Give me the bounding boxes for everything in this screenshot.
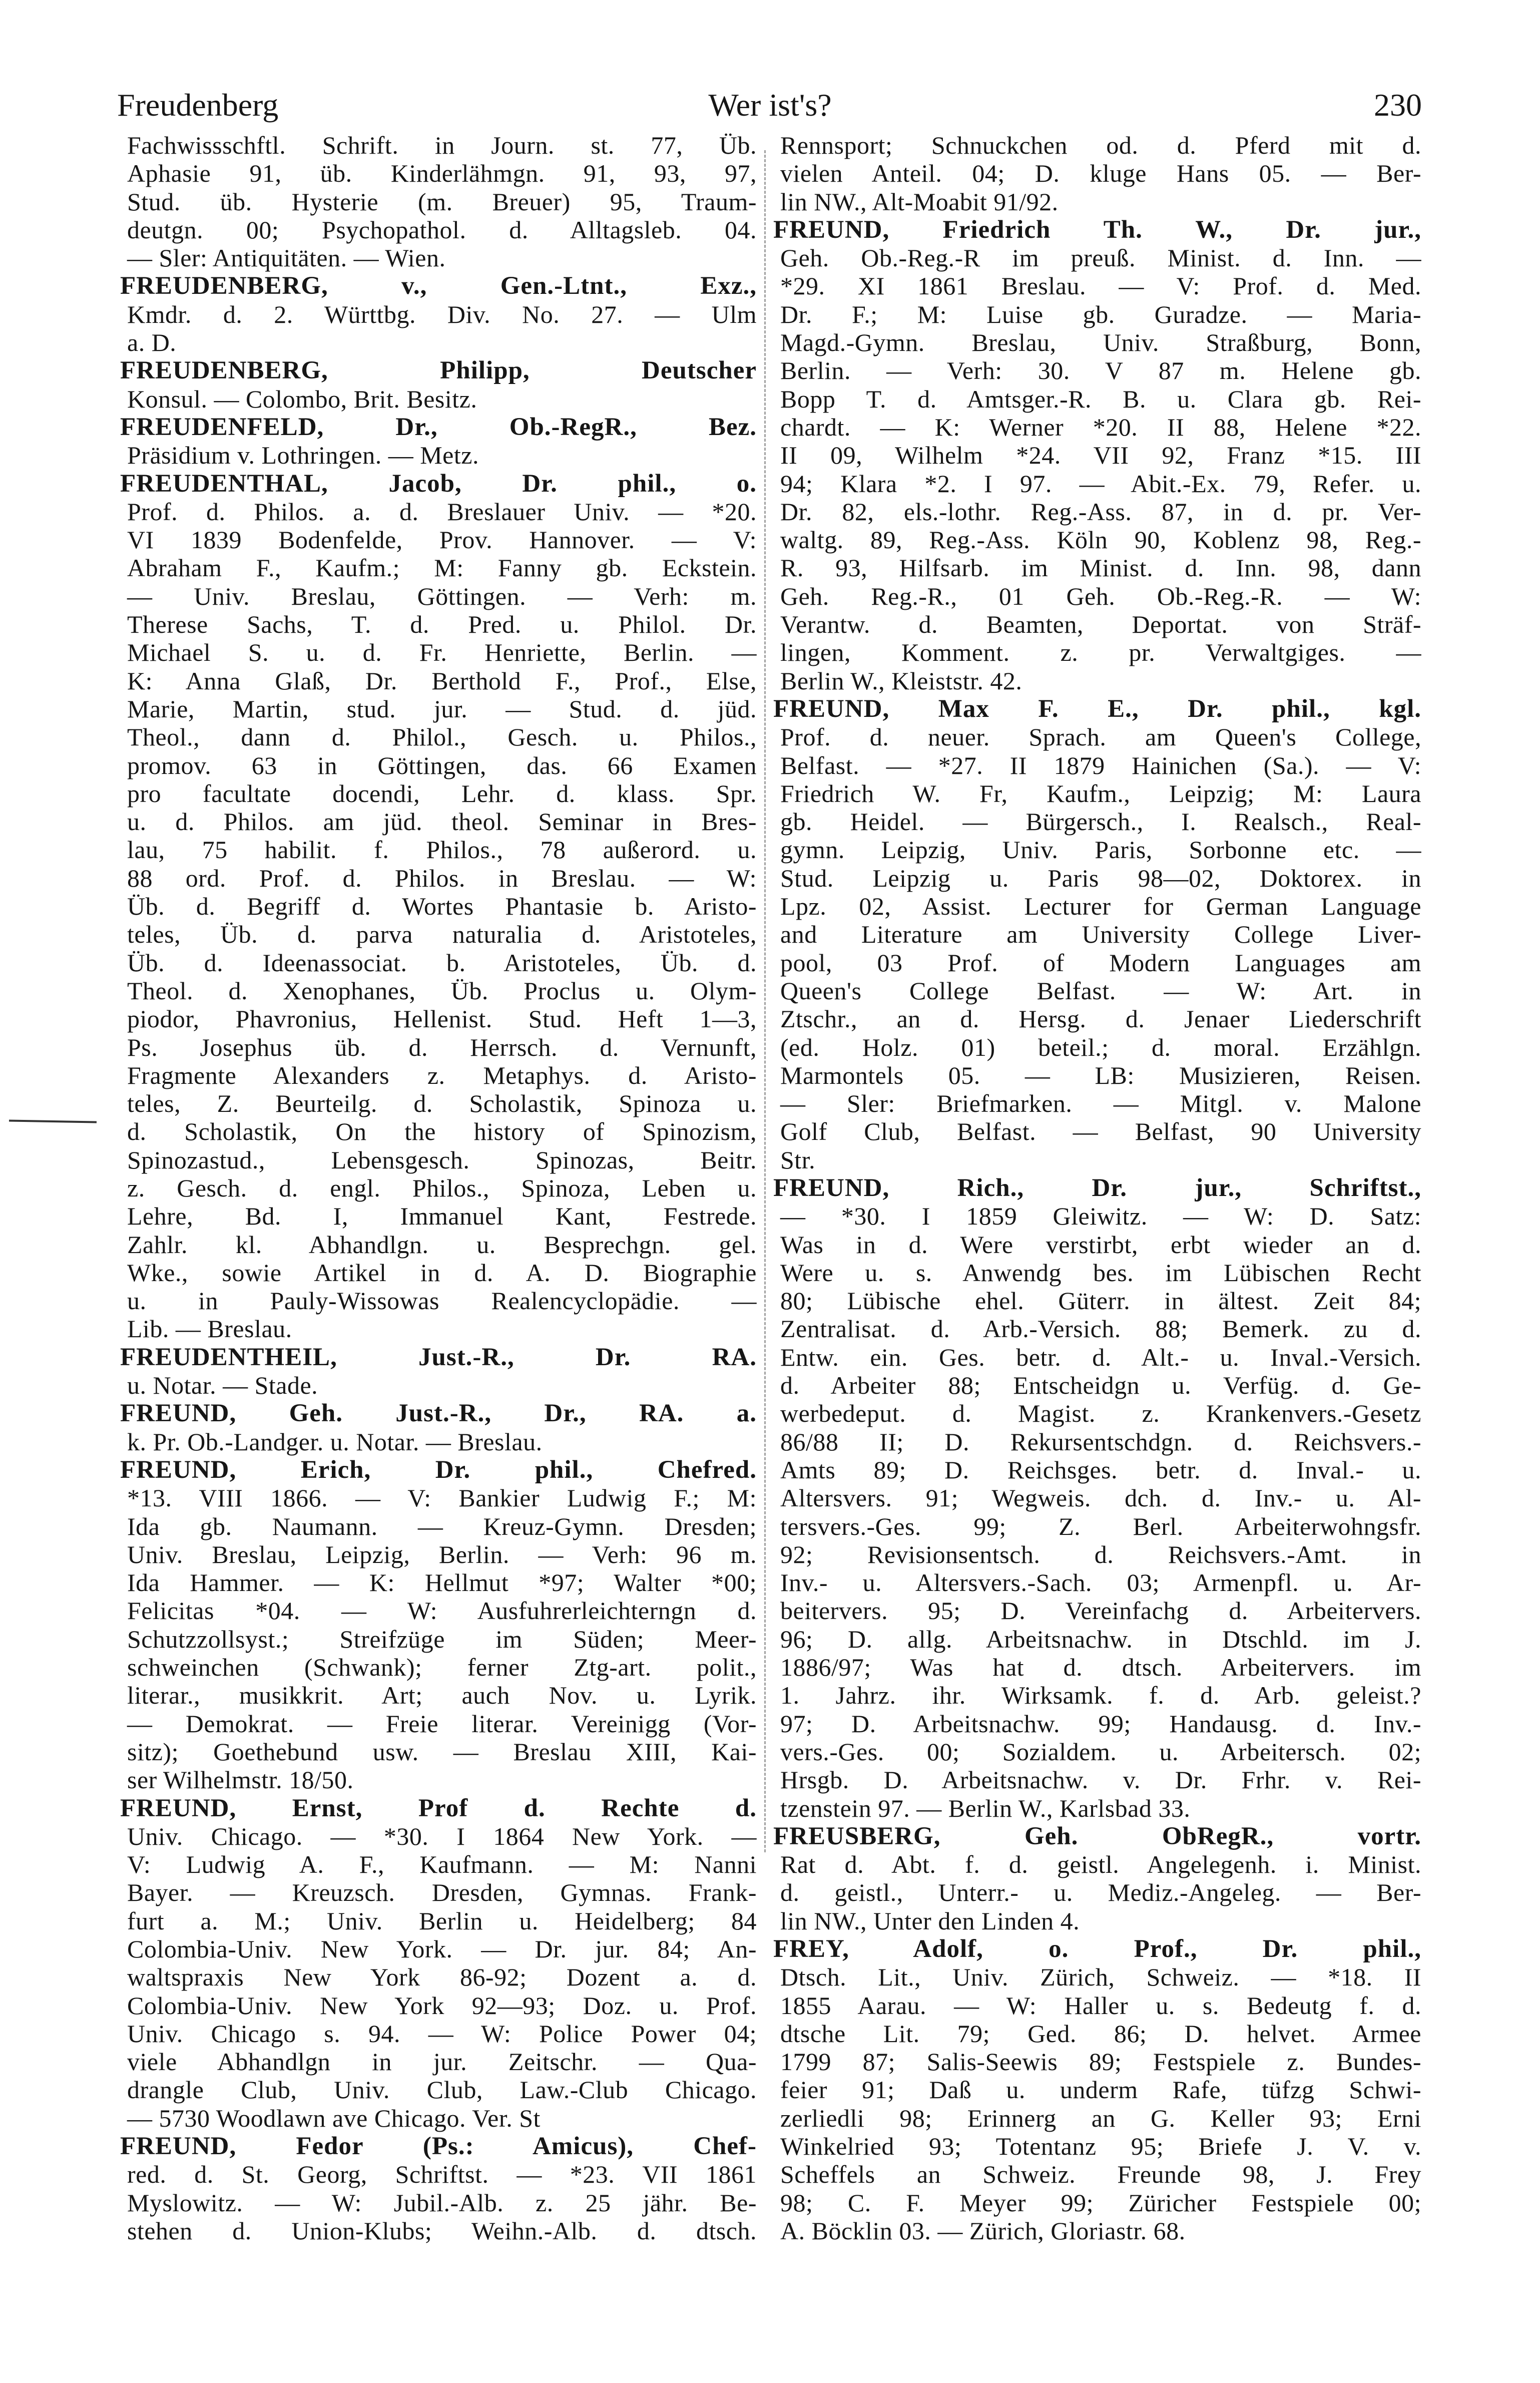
entry-text-line: Michael S. u. d. Fr. Henriette, Berlin. —	[127, 638, 757, 667]
entry-text-line: Ida Hammer. — K: Hellmut *97; Walter *00;	[127, 1568, 757, 1597]
entry-text-line: Univ. Chicago s. 94. — W: Police Power 04;	[127, 2019, 757, 2048]
entry-heading: FREUND, Erich, Dr. phil., Chefred.	[120, 1455, 757, 1484]
entry-text-line: 97; D. Arbeitsnachw. 99; Handausg. d. Inv.-	[780, 1709, 1421, 1738]
entry-text-line: Fragmente Alexanders z. Metaphys. d. Aristo-	[127, 1061, 757, 1089]
entry-text-line: — 5730 Woodlawn ave Chicago. Ver. St	[127, 2104, 541, 2132]
entry-text-line: gymn. Leipzig, Univ. Paris, Sorbonne etc. —	[780, 836, 1421, 864]
entry-text-line: Myslowitz. — W: Jubil.-Alb. z. 25 jähr. Be-	[127, 2188, 757, 2217]
entry-text-line: 1886/97; Was hat d. dtsch. Arbeitervers. im	[780, 1653, 1421, 1682]
entry-text-line: vielen Anteil. 04; D. kluge Hans 05. — Ber-	[780, 159, 1421, 188]
entry-text-line: Golf Club, Belfast. — Belfast, 90 University	[780, 1117, 1421, 1146]
entry-text-line: Hrsgb. D. Arbeitsnachw. v. Dr. Frhr. v. Rei-	[780, 1766, 1421, 1794]
entry-text-line: u. in Pauly-Wissowas Realencyclopädie. —	[127, 1287, 757, 1315]
entry-heading: FREUND, Friedrich Th. W., Dr. jur.,	[773, 215, 1421, 244]
dictionary-entry	[120, 2132, 757, 2245]
entry-text-line: — Univ. Breslau, Göttingen. — Verh: m.	[127, 582, 757, 610]
entry-text-line: 1. Jahrz. ihr. Wirksamk. f. d. Arb. geleist.?	[780, 1681, 1421, 1710]
entry-text-line: u. d. Philos. am jüd. theol. Seminar in Bres-	[127, 808, 757, 836]
dictionary-entry	[773, 131, 1421, 216]
entry-text-line: Kmdr. d. 2. Württbg. Div. No. 27. — Ulm	[127, 300, 757, 328]
entry-text-line: tzenstein 97. — Berlin W., Karlsbad 33.	[780, 1794, 1191, 1822]
entry-text-line: R. 93, Hilfsarb. im Minist. d. Inn. 98, dann	[780, 554, 1421, 582]
entry-text-line: Schutzzollsyst.; Streifzüge im Süden; Meer-	[127, 1625, 757, 1653]
dictionary-entry	[120, 356, 757, 413]
entry-text-line: tersvers.-Ges. 99; Z. Berl. Arbeiterwohngsfr.	[780, 1512, 1421, 1540]
dictionary-entry	[120, 1399, 757, 1456]
entry-text-line: A. Böcklin 03. — Zürich, Gloriastr. 68.	[780, 2216, 1186, 2245]
entry-text-line: Geh. Ob.-Reg.-R im preuß. Minist. d. Inn. —	[780, 244, 1421, 272]
entry-heading: FREUDENTHAL, Jacob, Dr. phil., o.	[120, 469, 757, 498]
column-divider	[764, 150, 766, 1852]
entry-text-line: — Demokrat. — Freie literar. Vereinigg (Vor-	[127, 1709, 757, 1738]
dictionary-entry	[120, 1794, 757, 2133]
entry-text-line: viele Abhandlgn in jur. Zeitschr. — Qua-	[127, 2048, 757, 2076]
entry-text-line: 98; C. F. Meyer 99; Züricher Festspiele 00;	[780, 2188, 1421, 2217]
entry-text-line: 86/88 II; D. Rekursentschdgn. d. Reichsvers.-	[780, 1427, 1421, 1456]
entry-text-line: 88 ord. Prof. d. Philos. in Breslau. — W:	[127, 864, 757, 892]
entry-text-line: Lpz. 02, Assist. Lecturer for German Language	[780, 892, 1421, 921]
entry-text-line: beitervers. 95; D. Vereinfachg d. Arbeitervers.	[780, 1597, 1421, 1625]
entry-text-line: Spinozastud., Lebensgesch. Spinozas, Beitr.	[127, 1145, 757, 1174]
dictionary-entry	[773, 1174, 1421, 1822]
entry-text-line: pro facultate docendi, Lehr. d. klass. Spr.	[127, 779, 757, 808]
entry-text-line: Dtsch. Lit., Univ. Zürich, Schweiz. — *18. II	[780, 1963, 1421, 1992]
entry-text-line: 80; Lübische ehel. Güterr. in ältest. Zeit 84;	[780, 1287, 1421, 1315]
entry-text-line: 92; Revisionsentsch. d. Reichsvers.-Amt. in	[780, 1540, 1421, 1568]
entry-text-line: z. Gesch. d. engl. Philos., Spinoza, Leben u.	[127, 1173, 757, 1202]
entry-text-line: Rennsport; Schnuckchen od. d. Pferd mit d.	[780, 131, 1421, 159]
entry-text-line: vers.-Ges. 00; Sozialdem. u. Arbeitersch. 02;	[780, 1737, 1421, 1766]
entry-text-line: lau, 75 habilit. f. Philos., 78 außerord. u.	[127, 836, 757, 864]
entry-heading: FREUND, Fedor (Ps.: Amicus), Chef-	[120, 2132, 757, 2161]
entry-text-line: ser Wilhelmstr. 18/50.	[127, 1766, 354, 1794]
entry-text-line: dtsche Lit. 79; Ged. 86; D. helvet. Armee	[780, 2019, 1421, 2048]
entry-heading: FREUDENBERG, v., Gen.-Ltnt., Exz.,	[120, 272, 757, 300]
entry-heading: FREUND, Ernst, Prof d. Rechte d.	[120, 1794, 757, 1822]
entry-text-line: teles, Üb. d. parva naturalia d. Aristoteles,	[127, 920, 757, 949]
entry-text-line: Theol., dann d. Philol., Gesch. u. Philos.,	[127, 723, 757, 751]
entry-text-line: lin NW., Unter den Linden 4.	[780, 1906, 1080, 1935]
dictionary-entry	[120, 413, 757, 470]
entry-text-line: Ida gb. Naumann. — Kreuz-Gymn. Dresden;	[127, 1512, 757, 1540]
entry-text-line: Prof. d. neuer. Sprach. am Queen's College,	[780, 723, 1421, 751]
entry-text-line: Lib. — Breslau.	[127, 1315, 292, 1343]
running-head-name: Freudenberg	[117, 87, 279, 123]
handwritten-pen-mark	[9, 1119, 97, 1123]
left-column	[120, 131, 757, 2245]
entry-text-line: Präsidium v. Lothringen. — Metz.	[127, 441, 479, 470]
entry-text-line: — Sler: Briefmarken. — Mitgl. v. Malone	[780, 1089, 1421, 1118]
entry-text-line: d. Arbeiter 88; Entscheidgn u. Verfüg. d. Ge-	[780, 1371, 1421, 1400]
entry-text-line: Belfast. — *27. II 1879 Hainichen (Sa.). — V:	[780, 751, 1421, 779]
entry-heading: FREUDENFELD, Dr., Ob.-RegR., Bez.	[120, 413, 757, 441]
entry-text-line: Dr. 82, els.-lothr. Reg.-Ass. 87, in d. pr. Ver-	[780, 497, 1421, 526]
entry-text-line: piodor, Phavronius, Hellenist. Stud. Heft 1—3,	[127, 1005, 757, 1033]
entry-text-line: Friedrich W. Fr, Kaufm., Leipzig; M: Laura	[780, 779, 1421, 808]
entry-text-line: gb. Heidel. — Bürgersch., I. Realsch., Real-	[780, 808, 1421, 836]
dictionary-entry	[120, 1456, 757, 1794]
entry-heading: FREUND, Rich., Dr. jur., Schriftst.,	[773, 1173, 1421, 1202]
entry-text-line: Inv.- u. Altersvers.-Sach. 03; Armenpfl. u. Ar-	[780, 1568, 1421, 1597]
entry-heading: FREUSBERG, Geh. ObRegR., vortr.	[773, 1822, 1421, 1850]
entry-text-line: and Literature am University College Liver-	[780, 920, 1421, 949]
dictionary-entry	[120, 272, 757, 356]
dictionary-entry	[120, 131, 757, 272]
entry-heading: FREUND, Geh. Just.-R., Dr., RA. a.	[120, 1399, 757, 1428]
entry-text-line: *29. XI 1861 Breslau. — V: Prof. d. Med.	[780, 272, 1421, 300]
entry-text-line: waltspraxis New York 86-92; Dozent a. d.	[127, 1963, 757, 1992]
entry-text-line: sitz); Goethebund usw. — Breslau XIII, Kai-	[127, 1737, 757, 1766]
entry-text-line: Berlin W., Kleiststr. 42.	[780, 666, 1022, 695]
entry-text-line: Magd.-Gymn. Breslau, Univ. Straßburg, Bonn,	[780, 328, 1421, 357]
entry-text-line: Amts 89; D. Reichsges. betr. d. Inval.- u.	[780, 1455, 1421, 1484]
entry-text-line: chardt. — K: Werner *20. II 88, Helene *22.	[780, 413, 1421, 441]
entry-text-line: Altersvers. 91; Wegweis. dch. d. Inv.- u. Al-	[780, 1484, 1421, 1512]
entry-text-line: schweinchen (Schwank); ferner Ztg-art. polit.,	[127, 1653, 757, 1682]
entry-text-line: Univ. Breslau, Leipzig, Berlin. — Verh: 96 m.	[127, 1540, 757, 1568]
entry-text-line: stehen d. Union-Klubs; Weihn.-Alb. d. dtsch.	[127, 2216, 757, 2245]
entry-text-line: 94; Klara *2. I 97. — Abit.-Ex. 79, Refer. u.	[780, 469, 1421, 498]
entry-text-line: promov. 63 in Göttingen, das. 66 Examen	[127, 751, 757, 779]
entry-text-line: red. d. St. Georg, Schriftst. — *23. VII 1861	[127, 2160, 757, 2189]
entry-text-line: Theol. d. Xenophanes, Üb. Proclus u. Olym-	[127, 976, 757, 1005]
entry-text-line: feier 91; Daß u. underm Rafe, tüfzg Schwi-	[780, 2076, 1421, 2104]
entry-text-line: Bayer. — Kreuzsch. Dresden, Gymnas. Frank-	[127, 1878, 757, 1907]
entry-text-line: Konsul. — Colombo, Brit. Besitz.	[127, 384, 477, 413]
entry-text-line: Scheffels an Schweiz. Freunde 98, J. Frey	[780, 2160, 1421, 2189]
entry-text-line: 1855 Aarau. — W: Haller u. s. Bedeutg f. d.	[780, 1991, 1421, 2020]
dictionary-entry	[120, 470, 757, 1343]
entry-text-line: *13. VIII 1866. — V: Bankier Ludwig F.; M:	[127, 1484, 757, 1512]
entry-text-line: Colombia-Univ. New York 92—93; Doz. u. Prof.	[127, 1991, 757, 2020]
entry-text-line: k. Pr. Ob.-Landger. u. Notar. — Breslau.	[127, 1427, 543, 1456]
entry-text-line: drangle Club, Univ. Club, Law.-Club Chicago.	[127, 2076, 757, 2104]
entry-text-line: — Sler: Antiquitäten. — Wien.	[127, 244, 446, 272]
entry-text-line: Felicitas *04. — W: Ausfuhrerleichterngn d.	[127, 1597, 757, 1625]
entry-text-line: Colombia-Univ. New York. — Dr. jur. 84; An-	[127, 1935, 757, 1963]
entry-heading: FREUDENTHEIL, Just.-R., Dr. RA.	[120, 1343, 757, 1371]
entry-text-line: deutgn. 00; Psychopathol. d. Alltagsleb. 04.	[127, 215, 757, 244]
entry-text-line: Entw. ein. Ges. betr. d. Alt.- u. Inval.-Versich.	[780, 1343, 1421, 1371]
entry-text-line: Stud. üb. Hysterie (m. Breuer) 95, Traum-	[127, 187, 757, 216]
entry-text-line: lin NW., Alt-Moabit 91/92.	[780, 187, 1059, 216]
entry-text-line: Zentralisat. d. Arb.-Versich. 88; Bemerk. zu d.	[780, 1315, 1421, 1343]
entry-heading: FREUND, Max F. E., Dr. phil., kgl.	[773, 694, 1421, 723]
entry-text-line: Stud. Leipzig u. Paris 98—02, Doktorex. in	[780, 864, 1421, 892]
entry-text-line: Was in d. Were verstirbt, erbt wieder an d.	[780, 1230, 1421, 1259]
dictionary-entry	[773, 1822, 1421, 1935]
entry-text-line: teles, Z. Beurteilg. d. Scholastik, Spinoza u.	[127, 1089, 757, 1118]
entry-text-line: waltg. 89, Reg.-Ass. Köln 90, Koblenz 98, Reg.-	[780, 526, 1421, 554]
entry-text-line: V: Ludwig A. F., Kaufmann. — M: Nanni	[127, 1850, 757, 1879]
entry-text-line: d. geistl., Unterr.- u. Mediz.-Angeleg. — Ber-	[780, 1878, 1421, 1907]
running-head-title: Wer ist's?	[708, 87, 832, 123]
dictionary-entry	[773, 1935, 1421, 2245]
entry-text-line: Queen's College Belfast. — W: Art. in	[780, 976, 1421, 1005]
entry-text-line: Üb. d. Ideenassociat. b. Aristoteles, Üb. d.	[127, 948, 757, 977]
entry-text-line: Ps. Josephus üb. d. Herrsch. d. Vernunft,	[127, 1033, 757, 1061]
entry-text-line: Üb. d. Begriff d. Wortes Phantasie b. Aristo-	[127, 892, 757, 921]
page-number: 230	[1374, 87, 1422, 123]
entry-text-line: u. Notar. — Stade.	[127, 1371, 318, 1400]
right-column	[773, 131, 1421, 2245]
entry-text-line: Therese Sachs, T. d. Pred. u. Philol. Dr.	[127, 610, 757, 639]
entry-text-line: Wke., sowie Artikel in d. A. D. Biographie	[127, 1258, 757, 1287]
entry-text-line: pool, 03 Prof. of Modern Languages am	[780, 948, 1421, 977]
entry-text-line: Str.	[780, 1145, 816, 1174]
entry-text-line: Prof. d. Philos. a. d. Breslauer Univ. — *20.	[127, 497, 757, 526]
entry-text-line: (ed. Holz. 01) beteil.; d. moral. Erzählgn.	[780, 1033, 1421, 1061]
entry-heading: FREY, Adolf, o. Prof., Dr. phil.,	[773, 1935, 1421, 1963]
entry-text-line: Marie, Martin, stud. jur. — Stud. d. jüd.	[127, 694, 757, 723]
entry-text-line: Abraham F., Kaufm.; M: Fanny gb. Eckstein.	[127, 554, 757, 582]
entry-text-line: furt a. M.; Univ. Berlin u. Heidelberg; 84	[127, 1906, 757, 1935]
dictionary-entry	[773, 216, 1421, 695]
entry-text-line: werbedeput. d. Magist. z. Krankenvers.-Gesetz	[780, 1399, 1421, 1428]
entry-text-line: Fachwissschftl. Schrift. in Journ. st. 77, Üb.	[127, 131, 757, 159]
entry-text-line: d. Scholastik, On the history of Spinozism,	[127, 1117, 757, 1146]
entry-text-line: zerliedli 98; Erinnerg an G. Keller 93; Erni	[780, 2104, 1421, 2132]
entry-text-line: Aphasie 91, üb. Kinderlähmgn. 91, 93, 97,	[127, 159, 757, 188]
entry-text-line: Zahlr. kl. Abhandlgn. u. Besprechgn. gel.	[127, 1230, 757, 1259]
dictionary-entry	[773, 695, 1421, 1174]
entry-text-line: Berlin. — Verh: 30. V 87 m. Helene gb.	[780, 356, 1421, 385]
dictionary-entry	[120, 1343, 757, 1400]
entry-text-line: literar., musikkrit. Art; auch Nov. u. Lyrik.	[127, 1681, 757, 1710]
entry-text-line: Rat d. Abt. f. d. geistl. Angelegenh. i. Minist.	[780, 1850, 1421, 1879]
entry-text-line: II 09, Wilhelm *24. VII 92, Franz *15. III	[780, 441, 1421, 470]
entry-text-line: Winkelried 93; Totentanz 95; Briefe J. V. v.	[780, 2132, 1421, 2161]
entry-text-line: Dr. F.; M: Luise gb. Guradze. — Maria-	[780, 300, 1421, 328]
entry-text-line: Ztschr., an d. Hersg. d. Jenaer Liederschrift	[780, 1005, 1421, 1033]
entry-text-line: lingen, Komment. z. pr. Verwaltgiges. —	[780, 638, 1421, 667]
entry-text-line: — *30. I 1859 Gleiwitz. — W: D. Satz:	[780, 1202, 1421, 1231]
entry-text-line: Bopp T. d. Amtsger.-R. B. u. Clara gb. Rei-	[780, 384, 1421, 413]
entry-text-line: VI 1839 Bodenfelde, Prov. Hannover. — V:	[127, 526, 757, 554]
entry-text-line: 96; D. allg. Arbeitsnachw. in Dtschld. im J.	[780, 1625, 1421, 1653]
entry-heading: FREUDENBERG, Philipp, Deutscher	[120, 356, 757, 385]
entry-text-line: Geh. Reg.-R., 01 Geh. Ob.-Reg.-R. — W:	[780, 582, 1421, 610]
entry-text-line: Verantw. d. Beamten, Deportat. von Sträf-	[780, 610, 1421, 639]
entry-text-line: a. D.	[127, 328, 177, 357]
entry-text-line: Lehre, Bd. I, Immanuel Kant, Festrede.	[127, 1202, 757, 1231]
entry-text-line: K: Anna Glaß, Dr. Berthold F., Prof., Else,	[127, 666, 757, 695]
entry-text-line: Univ. Chicago. — *30. I 1864 New York. —	[127, 1822, 757, 1850]
entry-text-line: 1799 87; Salis-Seewis 89; Festspiele z. Bundes-	[780, 2048, 1421, 2076]
entry-text-line: Marmontels 05. — LB: Musizieren, Reisen.	[780, 1061, 1421, 1089]
entry-text-line: Were u. s. Anwendg bes. im Lübischen Recht	[780, 1258, 1421, 1287]
